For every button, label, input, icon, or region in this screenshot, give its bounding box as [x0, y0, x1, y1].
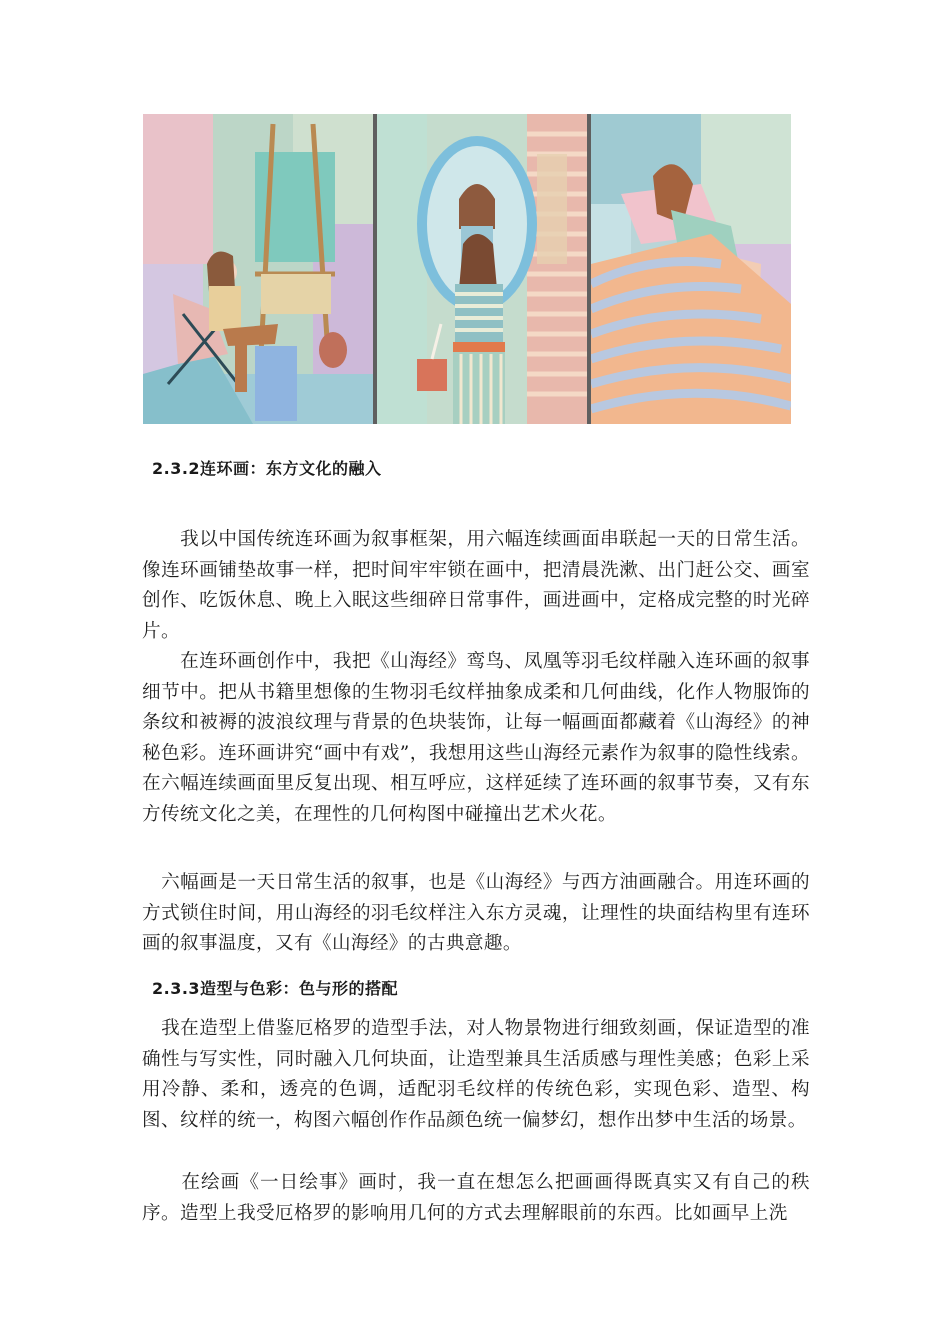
painting-mirror — [377, 114, 587, 424]
section-heading-2-3-2: 2.3.2连环画：东方文化的融入 — [152, 459, 382, 478]
paragraph: 我在造型上借鉴厄格罗的造型手法，对人物景物进行细致刻画，保证造型的准确性与写实性，同时融入几何块面，让造型兼具生活质感与理性美感；色彩上采用冷静、柔和，透亮的色调，适配羽毛纹样的传统色彩，实现色彩、造型、构图、纹样的统一，构图六幅创作作品颜色统一偏梦幻，想作出梦中生活的场景。 — [142, 1018, 810, 1131]
paintings-figure — [143, 114, 791, 424]
painting-studio — [143, 114, 373, 424]
paragraph: 在连环画创作中，我把《山海经》鸾鸟、凤凰等羽毛纹样融入连环画的叙事细节中。把从书籍里想像的生物羽毛纹样抽象成柔和几何曲线，化作人物服饰的条纹和被褥的波浪纹理与背景的色块装饰，让每一幅画面都藏着《山海经》的神秘色彩。连环画讲究“画中有戏”，我想用这些山海经元素作为叙事的隐性线索。在六幅连续画面里反复出现、相互呼应，这样延续了连环画的叙事节奏，又有东方传统文化之美，在理性的几何构图中碰撞出艺术火花。 — [142, 651, 810, 825]
painting-bed — [591, 114, 791, 424]
paragraph: 六幅画是一天日常生活的叙事，也是《山海经》与西方油画融合。用连环画的方式锁住时间，用山海经的羽毛纹样注入东方灵魂，让理性的块面结构里有连环画的叙事温度，又有《山海经》的古典意趣。 — [142, 872, 810, 955]
section-heading-2-3-3: 2.3.3造型与色彩：色与形的搭配 — [152, 979, 399, 998]
paragraph: 我以中国传统连环画为叙事框架，用六幅连续画面串联起一天的日常生活。像连环画铺垫故事一样，把时间牢牢锁在画中，把清晨洗漱、出门赶公交、画室创作、吃饭休息、晚上入眠这些细碎日常事件，画进画中，定格成完整的时光碎片。 — [142, 529, 810, 642]
paragraph: 在绘画《一日绘事》画时，我一直在想怎么把画画得既真实又有自己的秩序。造型上我受厄格罗的影响用几何的方式去理解眼前的东西。比如画早上洗 — [142, 1172, 810, 1224]
